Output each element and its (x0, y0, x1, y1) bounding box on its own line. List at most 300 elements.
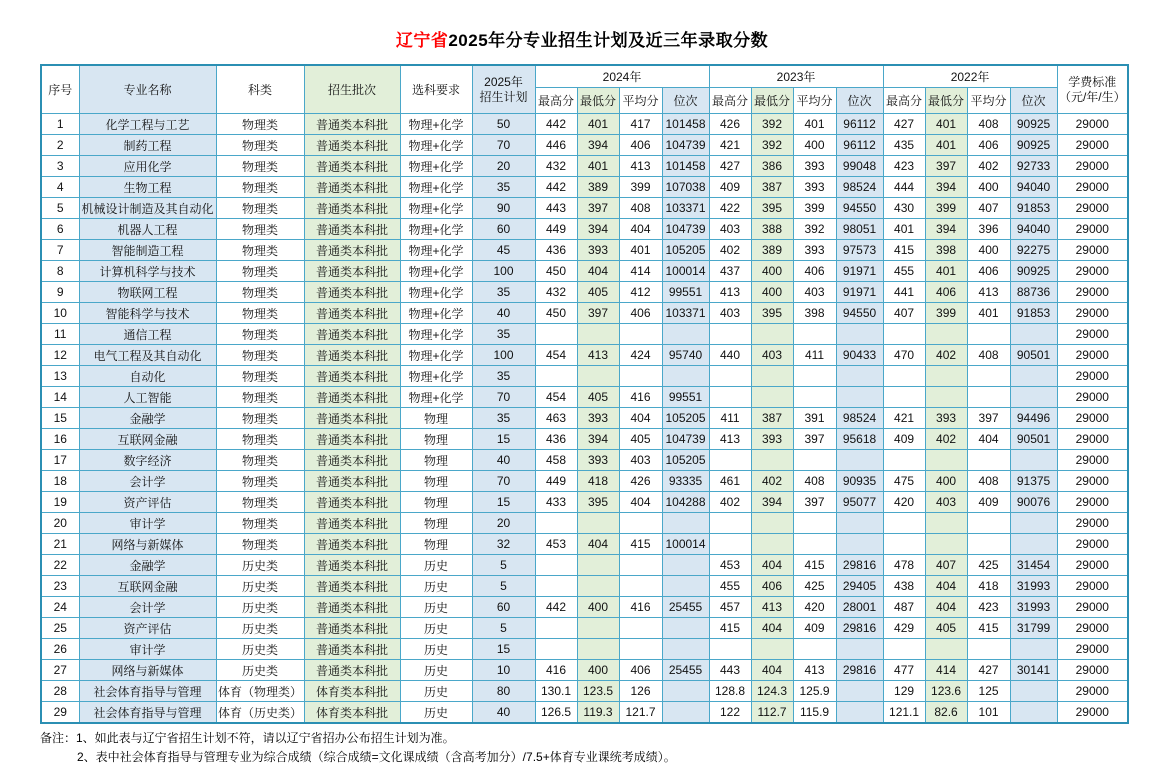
table-cell (751, 324, 793, 345)
table-cell: 393 (793, 177, 836, 198)
table-cell: 24 (41, 597, 79, 618)
table-cell: 408 (967, 114, 1010, 135)
table-cell: 461 (709, 471, 751, 492)
table-cell (793, 639, 836, 660)
table-cell (836, 534, 883, 555)
table-cell: 397 (793, 429, 836, 450)
table-cell (1010, 702, 1057, 724)
table-cell (1010, 639, 1057, 660)
table-cell: 90925 (1010, 135, 1057, 156)
table-row (41, 387, 1128, 408)
table-cell: 104288 (662, 492, 709, 513)
table-cell: 35 (472, 282, 535, 303)
table-cell (967, 639, 1010, 660)
table-cell: 400 (751, 261, 793, 282)
table-cell: 物理+化学 (400, 177, 472, 198)
table-cell: 415 (967, 618, 1010, 639)
sub-header-rank-2023: 位次 (836, 88, 883, 114)
table-cell: 35 (472, 366, 535, 387)
table-cell: 90925 (1010, 114, 1057, 135)
table-cell: 物理+化学 (400, 198, 472, 219)
table-cell: 29000 (1057, 219, 1128, 240)
table-cell: 387 (751, 408, 793, 429)
table-cell (619, 513, 662, 534)
table-cell: 电气工程及其自动化 (79, 345, 216, 366)
table-cell (619, 324, 662, 345)
table-cell: 历史 (400, 618, 472, 639)
table-cell (925, 366, 967, 387)
table-cell: 物理 (400, 513, 472, 534)
table-cell: 426 (619, 471, 662, 492)
table-cell: 91971 (836, 282, 883, 303)
page-title (40, 26, 1124, 51)
table-cell (709, 639, 751, 660)
table-cell: 29816 (836, 660, 883, 681)
table-cell: 100014 (662, 534, 709, 555)
table-cell: 95077 (836, 492, 883, 513)
table-cell (925, 324, 967, 345)
table-cell: 401 (925, 114, 967, 135)
table-cell: 4 (41, 177, 79, 198)
table-cell: 物理+化学 (400, 240, 472, 261)
table-cell: 物理+化学 (400, 261, 472, 282)
table-cell (793, 450, 836, 471)
table-cell (836, 366, 883, 387)
table-cell: 103371 (662, 303, 709, 324)
table-cell: 数字经济 (79, 450, 216, 471)
table-cell: 398 (793, 303, 836, 324)
table-cell: 394 (925, 219, 967, 240)
table-cell: 418 (967, 576, 1010, 597)
table-cell: 物理类 (216, 261, 304, 282)
sub-header-avg-2024: 平均分 (619, 88, 662, 114)
year-header-2024: 2024年 (535, 65, 709, 88)
table-cell: 5 (472, 618, 535, 639)
table-cell: 392 (751, 135, 793, 156)
table-body (41, 114, 1128, 724)
table-cell: 389 (751, 240, 793, 261)
table-row (41, 303, 1128, 324)
table-cell: 394 (577, 219, 619, 240)
table-cell: 普通类本科批 (304, 177, 400, 198)
table-cell: 31993 (1010, 576, 1057, 597)
table-cell: 403 (709, 219, 751, 240)
table-cell: 424 (619, 345, 662, 366)
table-cell: 普通类本科批 (304, 387, 400, 408)
table-cell: 92275 (1010, 240, 1057, 261)
table-cell (836, 324, 883, 345)
table-cell: 31993 (1010, 597, 1057, 618)
table-cell: 416 (535, 660, 577, 681)
table-cell: 112.7 (751, 702, 793, 724)
table-cell: 400 (967, 177, 1010, 198)
table-cell: 442 (535, 177, 577, 198)
table-cell: 普通类本科批 (304, 219, 400, 240)
table-cell (836, 513, 883, 534)
table-row (41, 555, 1128, 576)
table-cell: 388 (751, 219, 793, 240)
table-cell: 物理类 (216, 177, 304, 198)
table-cell (793, 324, 836, 345)
table-cell: 401 (577, 156, 619, 177)
table-cell: 418 (577, 471, 619, 492)
table-cell (662, 681, 709, 702)
table-cell: 389 (577, 177, 619, 198)
table-cell: 29000 (1057, 282, 1128, 303)
table-cell: 91853 (1010, 198, 1057, 219)
table-cell: 443 (709, 660, 751, 681)
table-cell: 物理 (400, 492, 472, 513)
table-cell (883, 513, 925, 534)
table-cell: 401 (925, 135, 967, 156)
table-cell: 普通类本科批 (304, 471, 400, 492)
table-cell: 普通类本科批 (304, 345, 400, 366)
table-cell (709, 366, 751, 387)
table-cell: 119.3 (577, 702, 619, 724)
table-cell: 29000 (1057, 366, 1128, 387)
table-cell: 物理类 (216, 240, 304, 261)
table-cell: 历史 (400, 576, 472, 597)
table-cell: 444 (883, 177, 925, 198)
sub-header-min-2022: 最低分 (925, 88, 967, 114)
table-cell (619, 366, 662, 387)
table-cell: 91375 (1010, 471, 1057, 492)
table-cell (883, 387, 925, 408)
table-cell: 90501 (1010, 345, 1057, 366)
table-cell: 453 (709, 555, 751, 576)
table-cell: 404 (925, 576, 967, 597)
table-cell: 15 (472, 639, 535, 660)
table-cell: 124.3 (751, 681, 793, 702)
table-cell: 398 (925, 240, 967, 261)
table-cell: 427 (967, 660, 1010, 681)
table-cell: 物理类 (216, 429, 304, 450)
table-cell: 40 (472, 702, 535, 724)
table-cell: 415 (619, 534, 662, 555)
table-cell: 404 (751, 618, 793, 639)
table-cell: 422 (709, 198, 751, 219)
table-cell (662, 576, 709, 597)
table-cell: 394 (577, 135, 619, 156)
table-cell: 历史类 (216, 555, 304, 576)
table-cell: 物理+化学 (400, 282, 472, 303)
table-cell: 普通类本科批 (304, 618, 400, 639)
table-cell: 普通类本科批 (304, 555, 400, 576)
table-cell: 历史类 (216, 618, 304, 639)
table-cell: 121.1 (883, 702, 925, 724)
table-cell (883, 366, 925, 387)
table-cell: 442 (535, 114, 577, 135)
table-cell: 90925 (1010, 261, 1057, 282)
table-cell: 450 (535, 303, 577, 324)
table-cell: 95618 (836, 429, 883, 450)
table-cell (1010, 513, 1057, 534)
table-cell: 29000 (1057, 387, 1128, 408)
table-cell: 401 (967, 303, 1010, 324)
table-cell: 29000 (1057, 345, 1128, 366)
table-cell (619, 639, 662, 660)
table-cell: 406 (793, 261, 836, 282)
col-header-tuition (1057, 65, 1128, 114)
table-cell: 105205 (662, 408, 709, 429)
table-cell: 智能制造工程 (79, 240, 216, 261)
table-cell: 31799 (1010, 618, 1057, 639)
table-cell (709, 513, 751, 534)
table-cell: 90433 (836, 345, 883, 366)
table-cell (535, 576, 577, 597)
table-cell: 393 (925, 408, 967, 429)
table-cell: 441 (883, 282, 925, 303)
plan-header-line1: 2025年 (484, 74, 523, 89)
table-cell: 477 (883, 660, 925, 681)
table-cell (709, 387, 751, 408)
note-line-1: 备注：1、如此表与辽宁省招生计划不符，请以辽宁省招办公布招生计划为准。 (40, 731, 455, 745)
table-cell: 90501 (1010, 429, 1057, 450)
table-cell: 408 (967, 345, 1010, 366)
table-cell: 400 (577, 660, 619, 681)
table-cell: 97573 (836, 240, 883, 261)
table-cell: 402 (967, 156, 1010, 177)
table-cell: 物理 (400, 471, 472, 492)
table-cell: 454 (535, 345, 577, 366)
table-cell: 物理类 (216, 156, 304, 177)
table-cell (883, 639, 925, 660)
table-cell: 413 (577, 345, 619, 366)
table-cell: 91971 (836, 261, 883, 282)
table-cell: 普通类本科批 (304, 303, 400, 324)
table-cell: 物理类 (216, 366, 304, 387)
table-cell: 35 (472, 324, 535, 345)
table-cell: 437 (709, 261, 751, 282)
table-cell: 社会体育指导与管理 (79, 702, 216, 724)
table-cell: 98051 (836, 219, 883, 240)
table-cell (662, 555, 709, 576)
table-cell: 96112 (836, 114, 883, 135)
table-cell: 463 (535, 408, 577, 429)
table-cell (925, 387, 967, 408)
table-cell: 40 (472, 303, 535, 324)
table-cell: 416 (619, 597, 662, 618)
table-cell (925, 639, 967, 660)
table-cell: 60 (472, 597, 535, 618)
table-row (41, 618, 1128, 639)
table-cell: 121.7 (619, 702, 662, 724)
table-cell: 94496 (1010, 408, 1057, 429)
table-cell: 金融学 (79, 555, 216, 576)
table-cell: 128.8 (709, 681, 751, 702)
table-cell (535, 618, 577, 639)
table-cell: 人工智能 (79, 387, 216, 408)
table-cell (577, 513, 619, 534)
table-cell: 404 (751, 660, 793, 681)
table-cell: 426 (709, 114, 751, 135)
table-cell: 历史 (400, 639, 472, 660)
table-cell: 审计学 (79, 513, 216, 534)
table-cell: 32 (472, 534, 535, 555)
table-cell (662, 513, 709, 534)
table-cell (751, 450, 793, 471)
table-row (41, 513, 1128, 534)
table-cell: 29000 (1057, 450, 1128, 471)
table-cell: 29000 (1057, 429, 1128, 450)
table-cell: 历史 (400, 660, 472, 681)
table-cell: 94550 (836, 198, 883, 219)
table-cell: 413 (709, 429, 751, 450)
table-cell (535, 366, 577, 387)
table-cell: 物理类 (216, 114, 304, 135)
table-cell: 411 (793, 345, 836, 366)
table-cell: 29405 (836, 576, 883, 597)
table-row (41, 345, 1128, 366)
table-cell: 物理+化学 (400, 387, 472, 408)
table-cell: 29000 (1057, 471, 1128, 492)
table-cell: 406 (751, 576, 793, 597)
table-cell: 413 (619, 156, 662, 177)
table-cell (662, 618, 709, 639)
table-cell: 7 (41, 240, 79, 261)
table-cell: 416 (619, 387, 662, 408)
table-cell: 2 (41, 135, 79, 156)
table-cell: 404 (751, 555, 793, 576)
table-row (41, 177, 1128, 198)
table-cell: 15 (472, 429, 535, 450)
table-cell: 400 (793, 135, 836, 156)
table-cell: 94550 (836, 303, 883, 324)
table-cell: 物理类 (216, 513, 304, 534)
table-cell: 99048 (836, 156, 883, 177)
table-cell (662, 702, 709, 724)
table-cell: 29000 (1057, 408, 1128, 429)
table-cell: 普通类本科批 (304, 366, 400, 387)
table-cell: 体育类本科批 (304, 702, 400, 724)
table-cell (883, 324, 925, 345)
table-cell: 100 (472, 345, 535, 366)
table-cell: 427 (883, 114, 925, 135)
table-cell: 普通类本科批 (304, 156, 400, 177)
table-cell: 400 (967, 240, 1010, 261)
table-cell: 92733 (1010, 156, 1057, 177)
table-cell: 1 (41, 114, 79, 135)
tuition-header-line1: 学费标准 (1068, 74, 1117, 89)
sub-header-max-2024: 最高分 (535, 88, 577, 114)
table-cell: 397 (793, 492, 836, 513)
table-cell: 425 (967, 555, 1010, 576)
table-cell: 50 (472, 114, 535, 135)
note-line-2: 2、表中社会体育指导与管理专业为综合成绩（综合成绩=文化课成绩（含高考加分）/7.5+体育专业课统考成绩）。 (77, 749, 676, 764)
table-cell: 100 (472, 261, 535, 282)
table-cell: 130.1 (535, 681, 577, 702)
table-cell: 25 (41, 618, 79, 639)
table-cell: 123.6 (925, 681, 967, 702)
table-cell: 互联网金融 (79, 429, 216, 450)
table-row (41, 429, 1128, 450)
table-cell (1010, 681, 1057, 702)
table-cell: 430 (883, 198, 925, 219)
table-cell (836, 639, 883, 660)
table-cell: 417 (619, 114, 662, 135)
table-cell: 95740 (662, 345, 709, 366)
table-cell (619, 555, 662, 576)
table-cell: 普通类本科批 (304, 450, 400, 471)
table-cell: 397 (577, 198, 619, 219)
table-row (41, 219, 1128, 240)
table-cell: 5 (472, 576, 535, 597)
table-cell: 429 (883, 618, 925, 639)
table-cell: 29000 (1057, 513, 1128, 534)
table-cell: 101 (967, 702, 1010, 724)
table-cell: 393 (793, 240, 836, 261)
table-cell: 393 (751, 429, 793, 450)
table-cell: 401 (577, 114, 619, 135)
table-cell: 125.9 (793, 681, 836, 702)
table-cell: 129 (883, 681, 925, 702)
plan-header-line2: 招生计划 (479, 89, 528, 104)
table-cell (751, 639, 793, 660)
table-cell (1010, 387, 1057, 408)
table-cell (836, 702, 883, 724)
table-cell (883, 450, 925, 471)
table-cell: 453 (535, 534, 577, 555)
table-cell: 403 (793, 282, 836, 303)
table-cell: 应用化学 (79, 156, 216, 177)
table-cell: 15 (41, 408, 79, 429)
table-cell: 29000 (1057, 135, 1128, 156)
table-cell: 411 (709, 408, 751, 429)
table-cell (577, 639, 619, 660)
table-cell: 60 (472, 219, 535, 240)
admission-table (40, 64, 1129, 724)
table-cell: 406 (967, 261, 1010, 282)
table-cell: 历史 (400, 702, 472, 724)
table-cell: 401 (883, 219, 925, 240)
table-cell: 487 (883, 597, 925, 618)
table-cell: 35 (472, 408, 535, 429)
table-cell: 409 (967, 492, 1010, 513)
table-cell: 404 (619, 492, 662, 513)
table-row (41, 660, 1128, 681)
table-cell (577, 366, 619, 387)
sub-header-rank-2022: 位次 (1010, 88, 1057, 114)
table-row (41, 240, 1128, 261)
table-cell (577, 324, 619, 345)
table-cell: 392 (751, 114, 793, 135)
table-cell: 443 (535, 198, 577, 219)
table-cell: 45 (472, 240, 535, 261)
table-cell: 历史 (400, 555, 472, 576)
table-cell (577, 576, 619, 597)
table-cell: 29000 (1057, 576, 1128, 597)
table-cell: 420 (883, 492, 925, 513)
table-cell: 394 (577, 429, 619, 450)
table-cell (1010, 534, 1057, 555)
table-cell: 物理 (400, 429, 472, 450)
table-row (41, 135, 1128, 156)
table-cell: 23 (41, 576, 79, 597)
table-cell: 115.9 (793, 702, 836, 724)
table-cell: 101458 (662, 114, 709, 135)
table-cell: 物理类 (216, 198, 304, 219)
table-cell (709, 450, 751, 471)
table-cell: 104739 (662, 135, 709, 156)
table-cell: 普通类本科批 (304, 660, 400, 681)
table-cell: 机器人工程 (79, 219, 216, 240)
table-cell: 22 (41, 555, 79, 576)
table-cell: 历史类 (216, 597, 304, 618)
table-cell: 126 (619, 681, 662, 702)
table-cell: 432 (535, 156, 577, 177)
table-cell: 409 (793, 618, 836, 639)
table-cell: 物理+化学 (400, 219, 472, 240)
